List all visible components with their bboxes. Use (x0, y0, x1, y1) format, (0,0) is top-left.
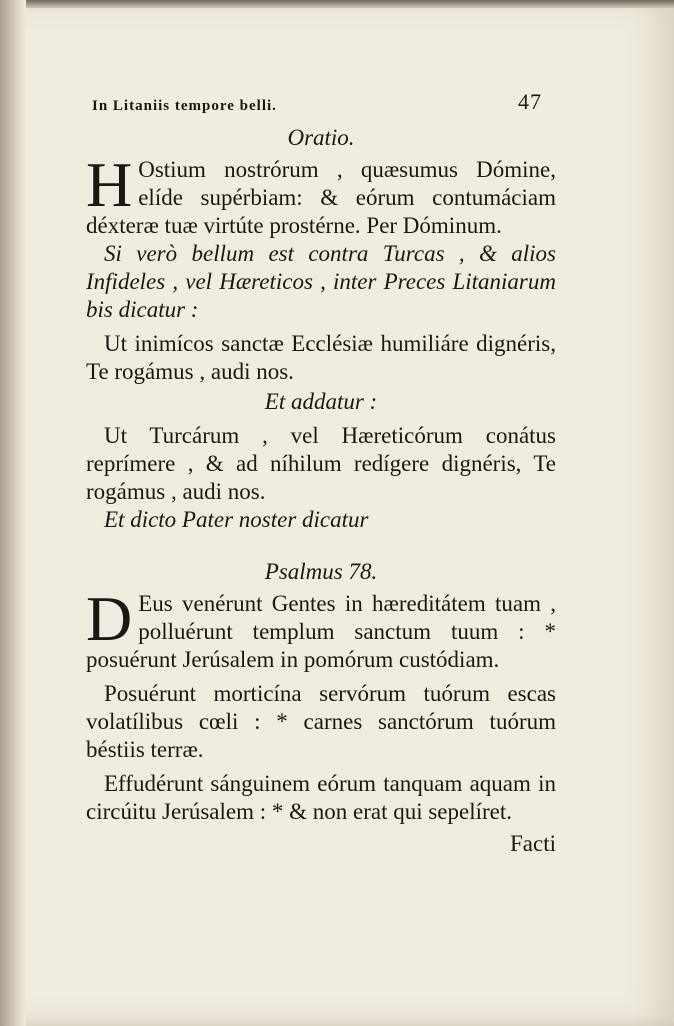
rubric-pater-noster: Et dicto Pater noster dicatur (104, 507, 369, 532)
page-text (86, 88, 556, 858)
psalm-heading: Psalmus 78. (264, 559, 378, 584)
oratio-heading: Oratio. (287, 125, 355, 150)
psalm-verse-1 (86, 583, 556, 674)
running-header (86, 88, 556, 118)
psalm-verse-2: Posuérunt morticína servórum tuórum escas volatílibus cœli : * carnes sanctórum tuórum béstiis terræ. (86, 681, 556, 762)
oratio-dropcap: H (86, 149, 133, 220)
psalm-verse-1-text: Eus venérunt Gentes in hæreditátem tuam , polluérunt templum sanctum tuum : * posuérunt Jerúsalem in pomórum custódiam. (86, 591, 556, 672)
running-title: In Litaniis tempore belli. (92, 98, 277, 114)
oratio-body: Ostium nostrórum , quæsumus Dómine, elíde supérbiam: & eórum contumáciam déxteræ tuæ virtúte prostérne. Per Dóminum. (86, 157, 556, 238)
psalm-verse-3: Effudérunt sánguinem eórum tanquam aquam in circúitu Jerúsalem : * & non erat qui sepelíret. (86, 771, 556, 824)
rubric-infideles: Si verò bellum est contra Turcas , & alios Infideles , vel Hæreticos , inter Preces Litaniarum bis dicatur : (86, 241, 556, 322)
page-top-edge (26, 0, 674, 8)
psalm-dropcap: D (86, 583, 133, 654)
page-number: 47 (518, 89, 542, 114)
oratio-text (86, 149, 556, 240)
rubric-addatur: Et addatur : (264, 389, 378, 414)
catchword: Facti (510, 831, 556, 856)
petition-turcarum: Ut Turcárum , vel Hæreticórum conátus reprímere , & ad níhilum redígere dignéris, Te rogámus , audi nos. (86, 423, 556, 504)
petition-inimicos: Ut inimícos sanctæ Ecclésiæ humiliáre dignéris, Te rogámus , audi nos. (86, 331, 556, 384)
page-binding (0, 0, 26, 1026)
